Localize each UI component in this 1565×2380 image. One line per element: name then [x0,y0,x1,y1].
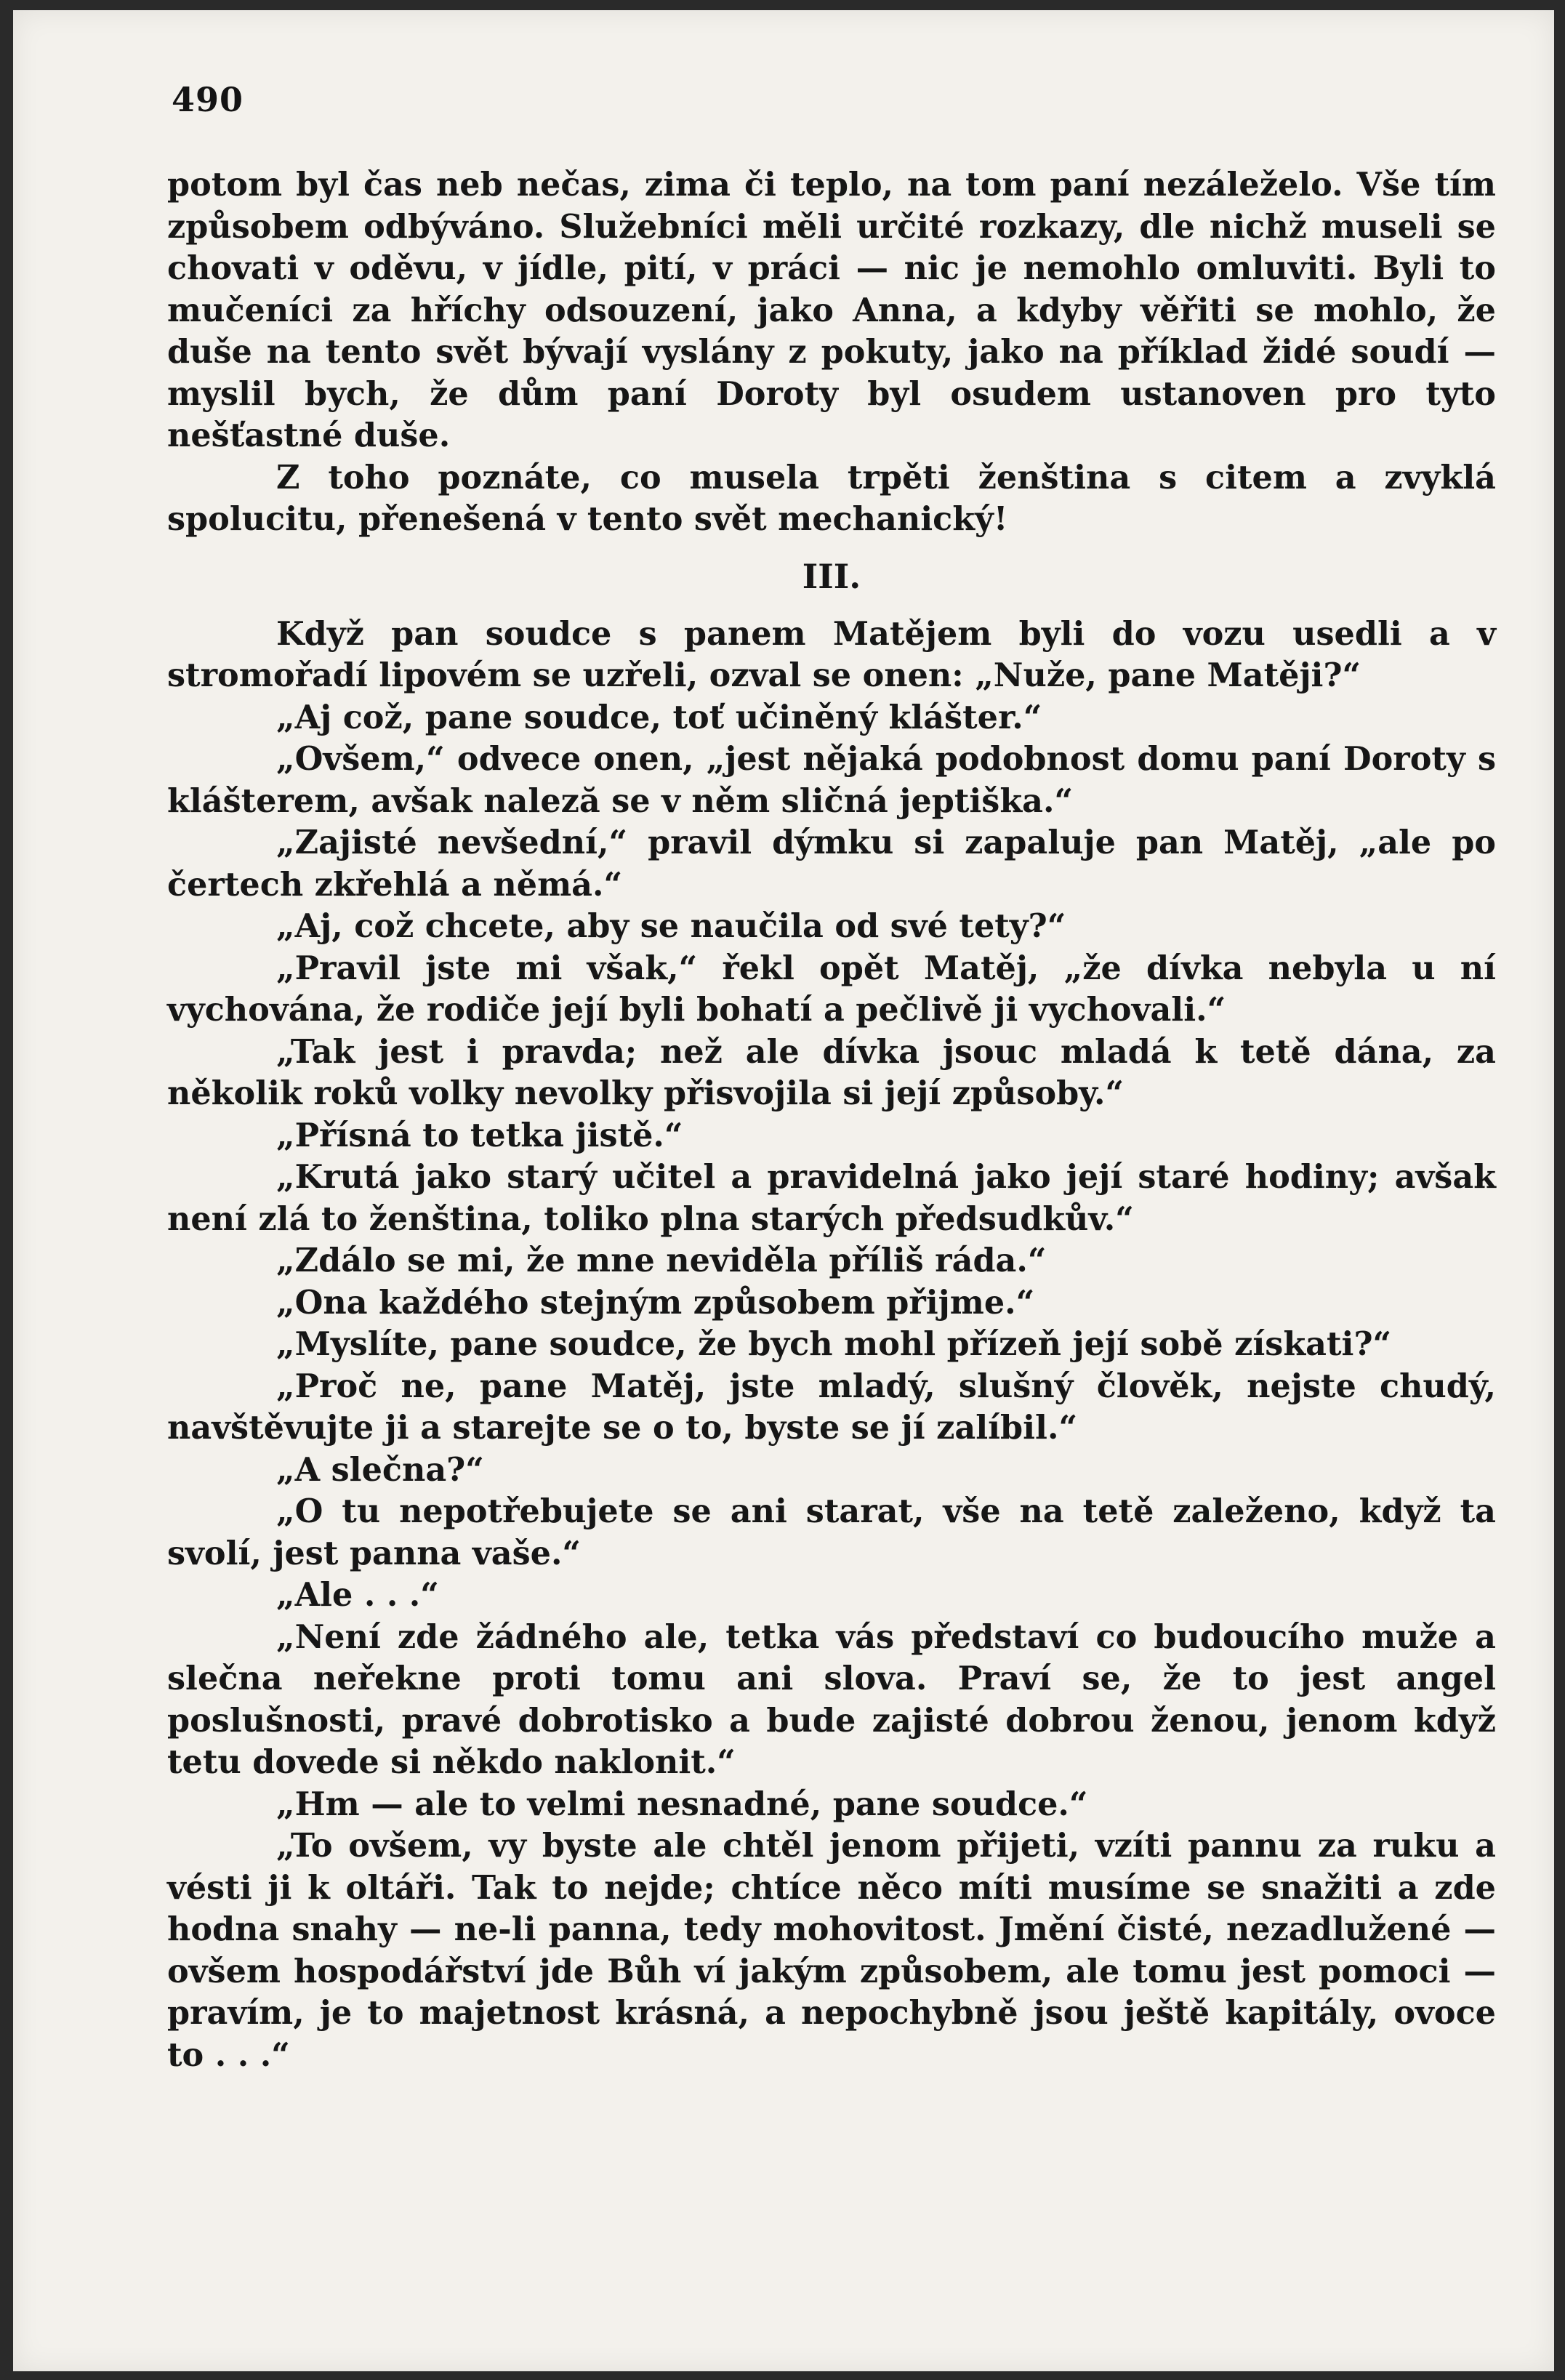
dialogue-paragraph: „Ovšem,“ odvece onen, „jest nějaká podobnost domu paní Doroty s klášterem, avšak naleză se v něm sličná jeptiška.“ [167,740,1496,820]
dialogue-paragraph: Když pan soudce s panem Matějem byli do vozu usedli a v stromořadí lipovém se uzřeli, ozval se onen: „Nuže, pane Matěji?“ [167,614,1496,694]
dialogue-paragraph: „Zajisté nevšední,“ pravil dýmku si zapaluje pan Matěj, „ale po čertech zkřehlá a němá.“ [167,824,1496,904]
dialogue-paragraph: „To ovšem, vy byste ale chtěl jenom přijeti, vzíti pannu za ruku a vésti ji k oltáři. Tak to nejde; chtíce něco míti musíme se snažiti a zde hodna snahy — ne-li panna, tedy mohovitost. Jmění čisté, nezadlužené — ovšem hospodářství jde Bůh ví jakým způsobem, ale tomu jest pomoci — pravím, je to majetnost krásná, a nepochybně jsou ještě kapitály, ovoce to . . .“ [167,1827,1496,2074]
dialogue-paragraph: „Aj, což chcete, aby se naučila od své tety?“ [276,907,1066,945]
dialogue-paragraph: „Proč ne, pane Matěj, jste mladý, slušný člověk, nejste chudý, navštěvujte ji a starejte se o to, byste se jí zalíbil.“ [167,1367,1496,1447]
dialogue-paragraph: „Není zde žádného ale, tetka vás představí co budoucího muže a slečna neřekne proti tomu ani slova. Praví se, že to jest angel poslušnosti, pravé dobrotisko a bude zajisté dobrou ženou, jenom když tetu dovede si někdo naklonit.“ [167,1617,1496,1781]
dialogue-paragraph: „Krutá jako starý učitel a pravidelná jako její staré hodiny; avšak není zlá to ženština, toliko plna starých předsudkův.“ [167,1158,1496,1238]
book-page [13,10,1554,2371]
dialogue-paragraph: „Pravil jste mi však,“ řekl opět Matěj, „že dívka nebyla u ní vychována, že rodiče její byli bohatí a pečlivě ji vychovali.“ [167,949,1496,1029]
page-body [167,164,1496,2076]
dialogue-paragraph: „Ona každého stejným způsobem přijme.“ [276,1283,1035,1322]
dialogue-paragraph: „Ale . . .“ [276,1576,439,1614]
dialogue-paragraph: „Tak jest i pravda; než ale dívka jsouc mladá k tetě dána, za několik roků volky nevolky přisvojila si její způsoby.“ [167,1032,1496,1112]
dialogue-paragraph: „A slečna?“ [276,1450,484,1489]
dialogue-paragraph: „O tu nepotřebujete se ani starat, vše na tetě zaleženo, když ta svolí, jest panna vaše.“ [167,1492,1496,1572]
dialogue-paragraph: „Přísná to tetka jistě.“ [276,1116,683,1154]
dialogue-paragraph: „Aj což, pane soudce, toť učiněný klášter.“ [276,698,1042,736]
paragraph: potom byl čas neb nečas, zima či teplo, na tom paní nezáleželo. Vše tím způsobem odbýváno. Služebníci měli určité rozkazy, dle nichž museli se chovati v oděvu, v jídle, pití, v práci — nic je nemohlo omluviti. Byli to mučeníci za hříchy odsouzení, jako Anna, a kdyby věřiti se mohlo, že duše na tento svět bývají vyslány z pokuty, jako na příklad židé soudí — myslil bych, že dům paní Doroty byl osudem ustanoven pro tyto nešťastné duše. [167,166,1496,454]
dialogue-paragraph: „Myslíte, pane soudce, že bych mohl přízeň její sobě získati?“ [276,1325,1392,1363]
page-number: 490 [172,80,244,119]
section-heading: III. [802,556,861,596]
paragraph: Z toho poznáte, co musela trpěti ženština s citem a zvyklá spolucitu, přenešená v tento svět mechanický! [167,458,1496,538]
dialogue-paragraph: „Zdálo se mi, že mne neviděla příliš ráda.“ [276,1242,1047,1279]
dialogue-paragraph: „Hm — ale to velmi nesnadné, pane soudce.“ [276,1785,1088,1823]
